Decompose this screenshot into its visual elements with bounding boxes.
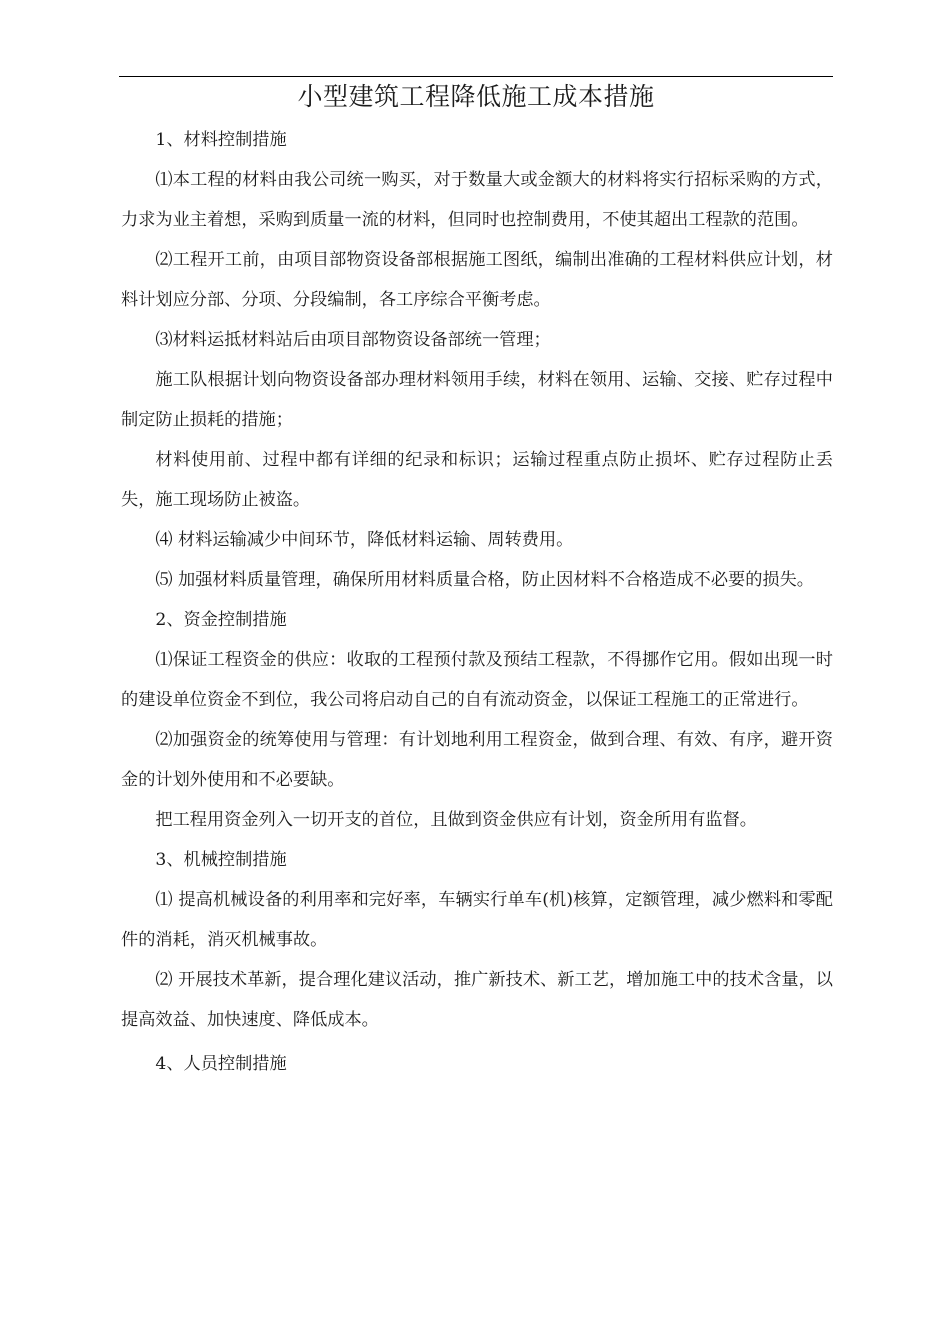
- paragraph: ⑵ 开展技术革新，提合理化建议活动，推广新技术、新工艺，增加施工中的技术含量，以提高效益、加快速度、降低成本。: [121, 970, 833, 1030]
- paragraph: ⑸ 加强材料质量管理，确保所用材料质量合格，防止因材料不合格造成不必要的损失。: [155, 570, 814, 590]
- paragraph: ⑴本工程的材料由我公司统一购买，对于数量大或金额大的材料将实行招标采购的方式，力求为业主着想，采购到质量一流的材料，但同时也控制费用，不使其超出工程款的范围。: [121, 170, 833, 230]
- section-heading-machinery: 3、机械控制措施: [155, 850, 287, 870]
- paragraph: 材料使用前、过程中都有详细的纪录和标识；运输过程重点防止损坏、贮存过程防止丢失，施工现场防止被盗。: [121, 450, 833, 510]
- paragraph: ⑷ 材料运输减少中间环节，降低材料运输、周转费用。: [155, 530, 574, 550]
- section-heading-materials: 1、材料控制措施: [155, 130, 287, 150]
- paragraph: ⑶材料运抵材料站后由项目部物资设备部统一管理；: [155, 330, 551, 350]
- paragraph: ⑵加强资金的统筹使用与管理：有计划地利用工程资金，做到合理、有效、有序，避开资金的计划外使用和不必要缺。: [121, 730, 833, 790]
- paragraph: 施工队根据计划向物资设备部办理材料领用手续，材料在领用、运输、交接、贮存过程中制定防止损耗的措施；: [121, 370, 833, 430]
- document-title: 小型建筑工程降低施工成本措施: [297, 82, 655, 111]
- paragraph: ⑴ 提高机械设备的利用率和完好率，车辆实行单车(机)核算，定额管理，减少燃料和零配件的消耗，消灭机械事故。: [121, 890, 833, 950]
- header-rule: [119, 76, 833, 77]
- paragraph: ⑴保证工程资金的供应：收取的工程预付款及预结工程款，不得挪作它用。假如出现一时的建设单位资金不到位，我公司将启动自己的自有流动资金，以保证工程施工的正常进行。: [121, 650, 833, 710]
- section-heading-personnel: 4、人员控制措施: [155, 1054, 287, 1074]
- section-heading-funds: 2、资金控制措施: [155, 610, 287, 630]
- paragraph: ⑵工程开工前，由项目部物资设备部根据施工图纸，编制出准确的工程材料供应计划，材料计划应分部、分项、分段编制，各工序综合平衡考虑。: [121, 250, 833, 310]
- paragraph: 把工程用资金列入一切开支的首位，且做到资金供应有计划，资金所用有监督。: [155, 810, 757, 830]
- document-body: [121, 120, 833, 1084]
